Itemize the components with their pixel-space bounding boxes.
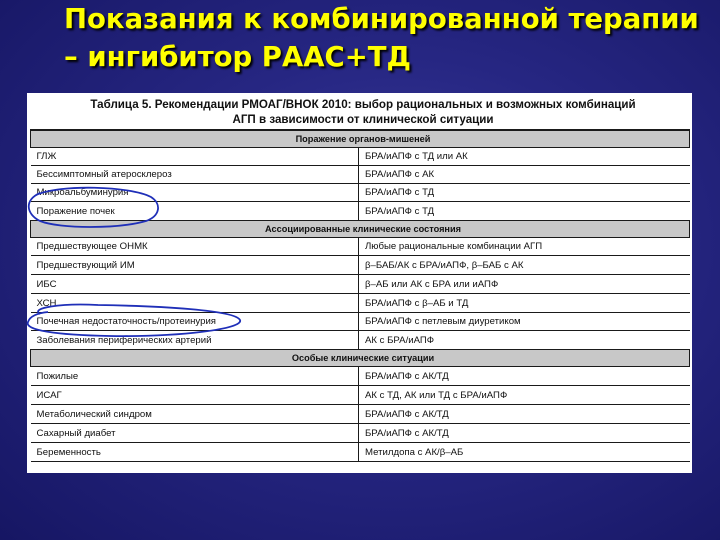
table-row — [31, 256, 690, 275]
recommendation-cell: БРА/иАПФ с β–АБ и ТД — [359, 294, 690, 313]
condition-cell: ИБС — [31, 275, 359, 294]
table-row — [31, 148, 690, 166]
section-heading: Ассоциированные клинические состояния — [31, 221, 690, 238]
recommendation-cell: БРА/иАПФ с АК/ТД — [359, 405, 690, 424]
table-row — [31, 367, 690, 386]
condition-cell: Бессимптомный атеросклероз — [31, 166, 359, 184]
condition-cell: Беременность — [31, 443, 359, 462]
condition-cell: Сахарный диабет — [31, 424, 359, 443]
recommendation-cell: БРА/иАПФ с АК — [359, 166, 690, 184]
table-row — [31, 275, 690, 294]
table-row — [31, 331, 690, 350]
table-row — [31, 238, 690, 256]
recommendation-cell: АК с ТД, АК или ТД с БРА/иАПФ — [359, 386, 690, 405]
table-row — [31, 166, 690, 184]
section-heading-row — [31, 350, 690, 367]
table-row — [31, 405, 690, 424]
table-caption-line1: Таблица 5. Рекомендации РМОАГ/ВНОК 2010: выбор рациональных и возможных комбинаций — [90, 98, 636, 111]
recommendation-cell: БРА/иАПФ с ТД — [359, 202, 690, 221]
recommendation-cell: АК с БРА/иАПФ — [359, 331, 690, 350]
recommendation-cell: Метилдопа с АК/β–АБ — [359, 443, 690, 462]
table-row — [31, 202, 690, 221]
condition-cell: Пожилые — [31, 367, 359, 386]
table-caption-line2: АГП в зависимости от клинической ситуации — [232, 113, 494, 126]
recommendation-cell: БРА/иАПФ с ТД или АК — [359, 148, 690, 166]
section-heading-row — [31, 221, 690, 238]
recommendation-cell: БРА/иАПФ с ТД — [359, 184, 690, 202]
table-caption — [31, 95, 690, 130]
condition-cell: Поражение почек — [31, 202, 359, 221]
condition-cell: Предшествующий ИМ — [31, 256, 359, 275]
condition-cell: Почечная недостаточность/протеинурия — [31, 313, 359, 331]
condition-cell: ГЛЖ — [31, 148, 359, 166]
table-row — [31, 424, 690, 443]
condition-cell: Заболевания периферических артерий — [31, 331, 359, 350]
section-heading-row — [31, 130, 690, 148]
recommendation-cell: БРА/иАПФ с АК/ТД — [359, 424, 690, 443]
table-row — [31, 443, 690, 462]
table-row — [31, 294, 690, 313]
table-caption-row — [31, 95, 690, 130]
section-heading: Особые клинические ситуации — [31, 350, 690, 367]
condition-cell: ИСАГ — [31, 386, 359, 405]
condition-cell: Метаболический синдром — [31, 405, 359, 424]
recommendations-table — [30, 95, 690, 462]
condition-cell: Микроальбуминурия — [31, 184, 359, 202]
recommendation-cell: β–БАБ/АК с БРА/иАПФ, β–БАБ с АК — [359, 256, 690, 275]
table-panel — [27, 93, 692, 473]
table-row — [31, 313, 690, 331]
recommendation-cell: БРА/иАПФ с петлевым диуретиком — [359, 313, 690, 331]
table-row — [31, 386, 690, 405]
recommendation-cell: БРА/иАПФ с АК/ТД — [359, 367, 690, 386]
slide-title: Показания к комбинированной терапии – ингибитор РААС+ТД — [64, 3, 699, 73]
condition-cell: ХСН — [31, 294, 359, 313]
condition-cell: Предшествующее ОНМК — [31, 238, 359, 256]
recommendation-cell: Любые рациональные комбинации АГП — [359, 238, 690, 256]
recommendation-cell: β–АБ или АК с БРА или иАПФ — [359, 275, 690, 294]
section-heading: Поражение органов-мишеней — [31, 130, 690, 148]
table-row — [31, 184, 690, 202]
